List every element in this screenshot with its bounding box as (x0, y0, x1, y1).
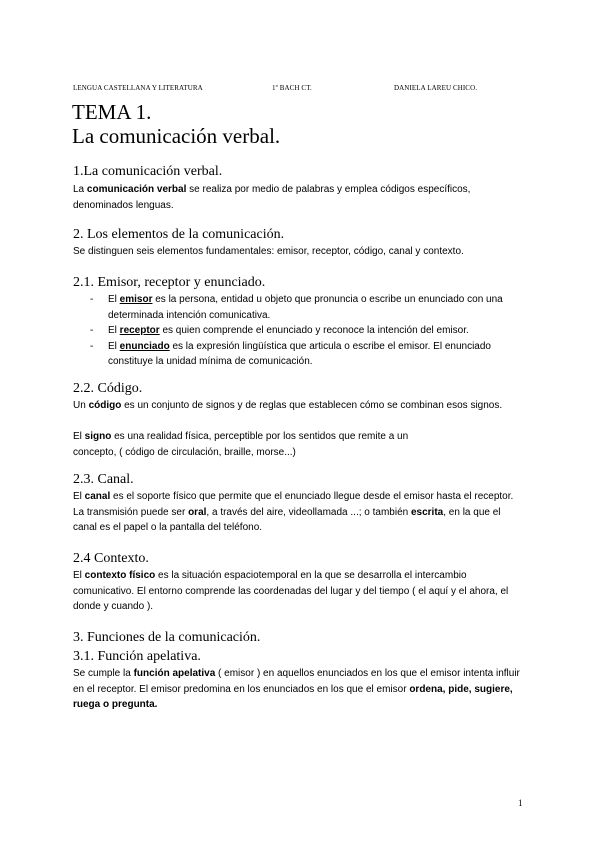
section-heading-3-1: 3.1. Función apelativa. (73, 649, 201, 664)
bold-term: código (88, 400, 122, 411)
header-subject: LENGUA CASTELLANA Y LITERATURA (73, 84, 203, 92)
underlined-term: enunciado (119, 340, 170, 352)
text-run: Se cumple la (73, 668, 134, 679)
section-heading-2: 2. Los elementos de la comunicación. (73, 227, 285, 242)
text-run: es la situación espaciotemporal en la que se desarrolla el intercambio comunicativo. El entorno comprende las coordenadas del lugar y del tiempo ( el aquí y el ahora, el donde y cuando ). (73, 570, 509, 612)
section-paragraph-2-2 (73, 398, 523, 414)
section-heading-2-3: 2.3. Canal. (73, 472, 134, 487)
text-run: ( emisor ) en aquellos enunciados en los que el emisor intenta influir en el receptor. El emisor predomina en los enunciados en los que el emisor (73, 668, 520, 695)
bold-term: canal (84, 491, 111, 502)
section-paragraph-3-1 (73, 666, 523, 713)
text-run: Un (73, 400, 89, 411)
section-paragraph-2-2b (73, 429, 523, 460)
section-paragraph-2: Se distinguen seis elementos fundamentales: emisor, receptor, código, canal y contexto. (73, 246, 464, 257)
text-run: se realiza por medio de palabras y emplea códigos específicos, (186, 184, 471, 195)
list-item (73, 292, 533, 323)
text-run: El (73, 570, 85, 581)
text-run: es una realidad física, perceptible por los sentidos que remite a un (111, 431, 409, 442)
text-run: La (73, 184, 87, 195)
list-item (73, 339, 533, 370)
text-run: es un conjunto de signos y de reglas que establecen cómo se combinan esos signos. (121, 400, 503, 411)
section-paragraph-1 (73, 182, 523, 213)
document-title-line1: TEMA 1. (72, 100, 152, 124)
text-run: es el soporte físico que permite que el enunciado llegue desde el emisor hasta el receptor. La transmisión puede ser (73, 491, 514, 518)
section-paragraph-2-4 (73, 568, 523, 615)
bold-term: signo (84, 431, 112, 442)
text-run: , en la que el canal es el papel o la pantalla del teléfono. (73, 506, 501, 533)
section-paragraph-2-3 (73, 489, 523, 536)
text-run: El (73, 491, 85, 502)
bold-term: función apelativa (133, 668, 216, 679)
bold-term: contexto físico (84, 570, 156, 581)
section-heading-2-1: 2.1. Emisor, receptor y enunciado. (73, 275, 266, 290)
header-author: DANIELA LAREU CHICO. (394, 84, 478, 92)
text-run: es la expresión lingüística que articula o escribe el emisor. El enunciado constituye la unidad mínima de comunicación. (108, 340, 491, 367)
document-title-line2: La comunicación verbal. (72, 124, 281, 148)
elements-list (73, 292, 533, 370)
list-dash: - (90, 340, 94, 352)
underlined-term: emisor (119, 294, 153, 305)
section-heading-3: 3. Funciones de la comunicación. (73, 630, 261, 645)
header-course: 1º BACH CT. (272, 84, 312, 92)
list-dash: - (90, 325, 94, 336)
list-dash: - (90, 294, 94, 305)
bold-term: oral (188, 506, 207, 518)
bold-term: comunicación verbal (86, 184, 187, 195)
text-run: El (73, 431, 85, 442)
text-run: es quien comprende el enunciado y reconoce la intención del emisor. (159, 325, 469, 336)
text-run: concepto, ( código de circulación, braille, morse...) (73, 446, 296, 458)
section-heading-2-2: 2.2. Código. (73, 381, 143, 396)
bold-term: ordena, pide, sugiere, ruega o pregunta. (73, 683, 513, 710)
section-heading-1: 1.La comunicación verbal. (73, 164, 223, 179)
section-heading-2-4: 2.4 Contexto. (73, 551, 149, 566)
text-run: El (108, 340, 120, 352)
list-item (73, 323, 533, 339)
text-run: El (108, 325, 120, 336)
bold-term: escrita (410, 506, 444, 518)
text-run: , a través del aire, videollamada ...; o también (206, 506, 411, 518)
page-header (73, 84, 533, 96)
underlined-term: receptor (119, 325, 160, 336)
text-run: denominados lenguas. (73, 199, 174, 211)
page-number: 1 (518, 798, 523, 808)
text-run: El (108, 294, 120, 305)
text-run: es la persona, entidad u objeto que pronuncia o escribe un enunciado con una determinada intención comunicativa. (108, 294, 503, 321)
